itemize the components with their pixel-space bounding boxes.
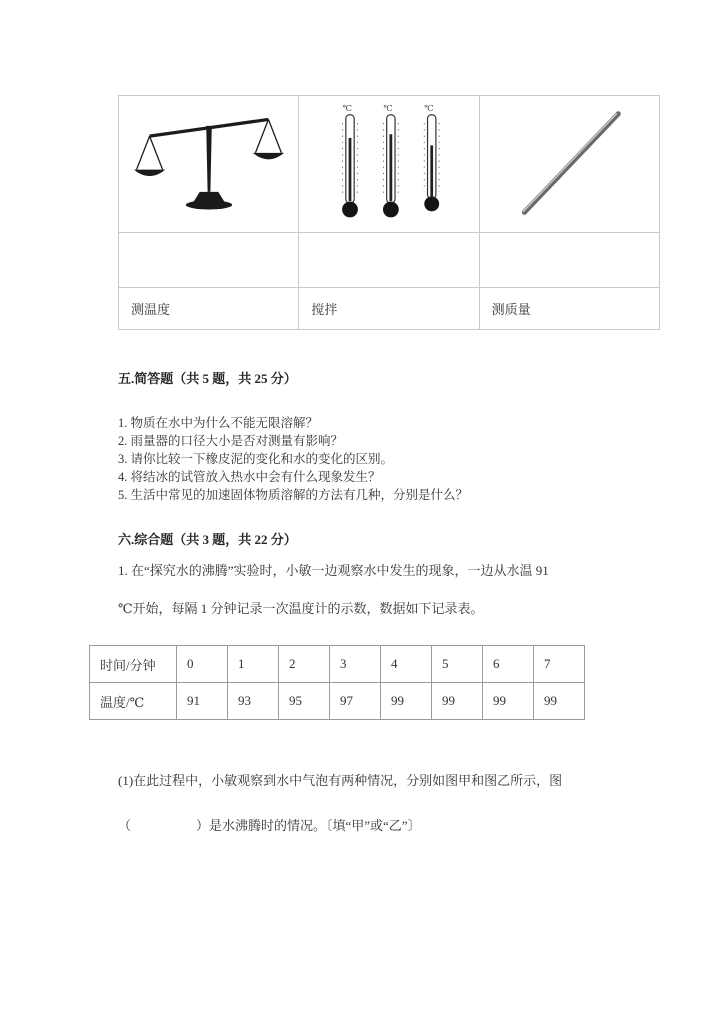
empty-cell — [119, 233, 299, 288]
label-measure-mass: 测质量 — [479, 288, 659, 330]
section5-title: 五.简答题（共 5 题，共 25 分） — [118, 371, 297, 386]
table-cell: 99 — [432, 683, 483, 720]
question-item: 5. 生活中常见的加速固体物质溶解的方法有几种，分别是什么？ — [118, 488, 469, 502]
table-cell: 99 — [483, 683, 534, 720]
label-measure-temperature: 测温度 — [119, 288, 299, 330]
matching-table-empty-row — [119, 233, 660, 288]
question6-1-line1: 1. 在“探究水的沸腾”实验时，小敏一边观察水中发生的现象，一边从水温 91 — [118, 563, 549, 578]
subquestion1-line2: （ ）是水沸腾时的情况。〔填“甲”或“乙”〕 — [118, 818, 421, 833]
table-cell: 93 — [228, 683, 279, 720]
table-cell: 2 — [279, 646, 330, 683]
row-header-time: 时间/分钟 — [90, 646, 177, 683]
section6-title: 六.综合题（共 3 题，共 22 分） — [118, 532, 297, 547]
table-cell: 1 — [228, 646, 279, 683]
question-item: 3. 请你比较一下橡皮泥的变化和水的变化的区别。 — [118, 452, 394, 466]
table-cell: 3 — [330, 646, 381, 683]
svg-text:℃: ℃ — [383, 104, 393, 114]
svg-text:℃: ℃ — [424, 104, 434, 114]
question6-1-line2: ℃开始，每隔 1 分钟记录一次温度计的示数，数据如下记录表。 — [118, 601, 484, 616]
matching-cell-thermometers — [299, 96, 479, 233]
table-cell: 91 — [177, 683, 228, 720]
table-cell: 95 — [279, 683, 330, 720]
table-cell: 4 — [381, 646, 432, 683]
question-item: 1. 物质在水中为什么不能无限溶解？ — [118, 416, 319, 430]
thermometers-icon — [305, 99, 473, 229]
time-row — [90, 646, 585, 683]
table-cell: 7 — [534, 646, 585, 683]
question-item: 2. 雨量器的口径大小是否对测量有影响？ — [118, 434, 344, 448]
table-cell: 99 — [381, 683, 432, 720]
matching-table — [118, 95, 660, 330]
table-cell: 0 — [177, 646, 228, 683]
table-cell: 5 — [432, 646, 483, 683]
temperature-row — [90, 683, 585, 720]
question-item: 4. 将结冰的试管放入热水中会有什么现象发生？ — [118, 470, 381, 484]
matching-table-label-row — [119, 288, 660, 330]
table-cell: 97 — [330, 683, 381, 720]
balance-scale-icon — [125, 99, 293, 229]
matching-cell-balance — [119, 96, 299, 233]
matching-cell-rod — [479, 96, 659, 233]
table-cell: 99 — [534, 683, 585, 720]
row-header-temperature: 温度/℃ — [90, 683, 177, 720]
empty-cell — [479, 233, 659, 288]
svg-text:℃: ℃ — [342, 104, 352, 114]
matching-table-image-row — [119, 96, 660, 233]
label-stir: 搅拌 — [299, 288, 479, 330]
table-cell: 6 — [483, 646, 534, 683]
temperature-record-table — [89, 645, 585, 720]
empty-cell — [299, 233, 479, 288]
subquestion1-line1: (1)在此过程中，小敏观察到水中气泡有两种情况，分别如图甲和图乙所示，图 — [118, 773, 563, 788]
stirring-rod-icon — [485, 99, 653, 229]
